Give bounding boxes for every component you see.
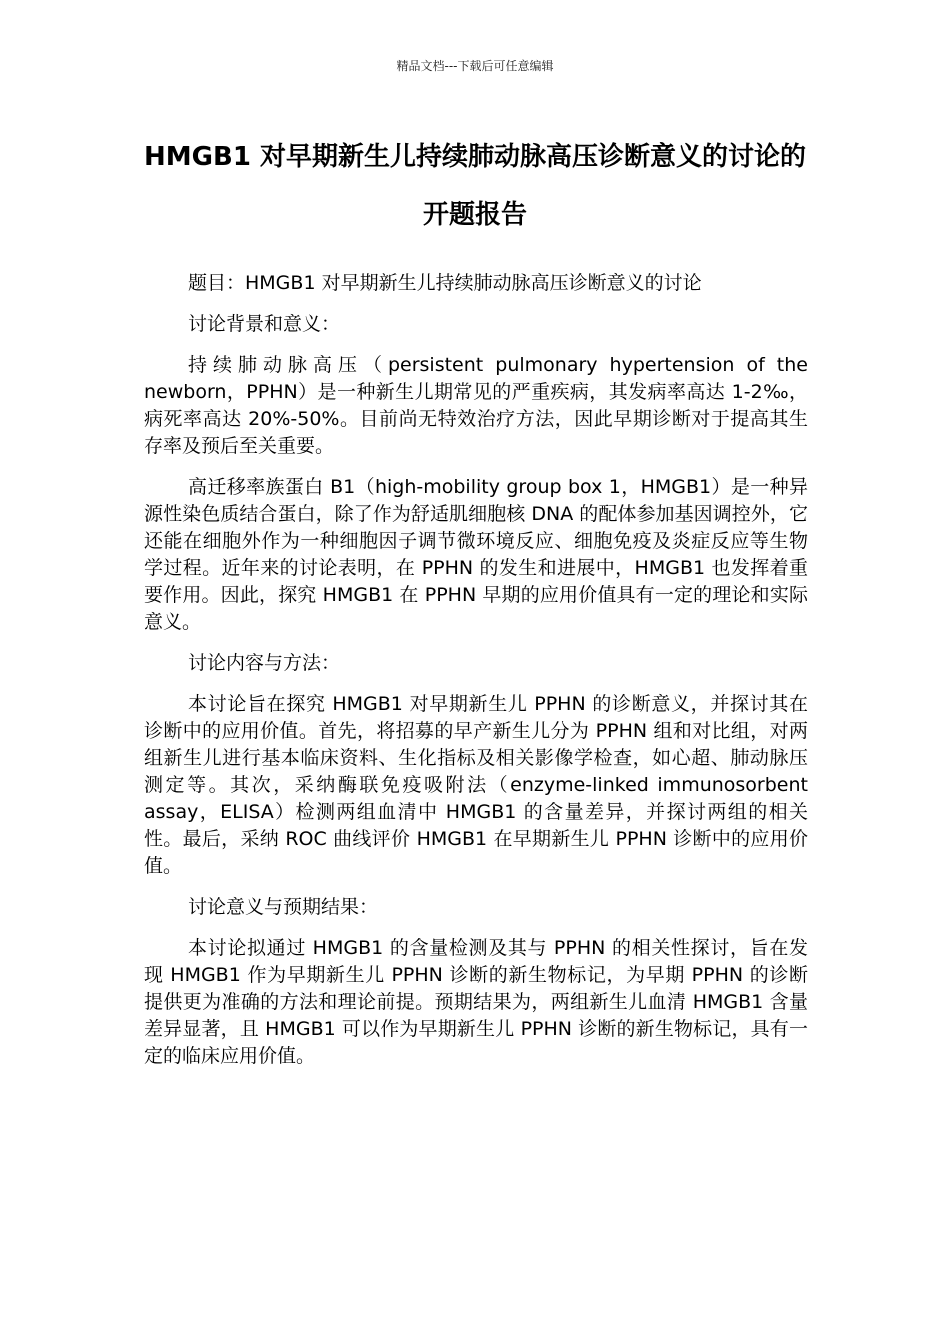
document-title: HMGB1 对早期新生儿持续肺动脉高压诊断意义的讨论的开题报告	[144, 142, 806, 230]
section-heading-significance: 讨论意义与预期结果：	[188, 896, 379, 918]
document-body	[144, 270, 808, 1084]
paragraph-background-2: 高迁移率族蛋白 B1（high-mobility group box 1，HMGB1）是一种异源性染色质结合蛋白，除了作为舒适肌细胞核 DNA 的配体参加基因调控外，它还能在细胞外作为一种细胞因子调节微环境反应、细胞免疫及炎症反应等生物学过程。近年来的讨论表明，在 PPHN 的发生和进展中，HMGB1 也发挥着重要作用。因此，探究 HMGB1 在 PPHN 早期的应用价值具有一定的理论和实际意义。	[144, 476, 808, 633]
paragraph-background-1: 持续肺动脉高压（persistent pulmonary hypertension of the newborn，PPHN）是一种新生儿期常见的严重疾病，其发病率高达 1-2‰，病死率高达 20%-50%。目前尚无特效治疗方法，因此早期诊断对于提高其生存率及预后至关重要。	[144, 354, 808, 457]
paragraph-methods: 本讨论旨在探究 HMGB1 对早期新生儿 PPHN 的诊断意义，并探讨其在诊断中的应用价值。首先，将招募的早产新生儿分为 PPHN 组和对比组，对两组新生儿进行基本临床资料、生化指标及相关影像学检查，如心超、肺动脉压测定等。其次，采纳酶联免疫吸附法（enzyme-linked immunosorbent assay，ELISA）检测两组血清中 HMGB1 的含量差异，并探讨两组的相关性。最后，采纳 ROC 曲线评价 HMGB1 在早期新生儿 PPHN 诊断中的应用价值。	[144, 693, 808, 877]
section-heading-background: 讨论背景和意义：	[188, 313, 341, 335]
page-header-note: 精品文档---下载后可任意编辑	[396, 59, 554, 73]
section-heading-methods: 讨论内容与方法：	[188, 652, 341, 674]
paragraph-topic: 题目：HMGB1 对早期新生儿持续肺动脉高压诊断意义的讨论	[188, 272, 702, 294]
paragraph-significance: 本讨论拟通过 HMGB1 的含量检测及其与 PPHN 的相关性探讨，旨在发现 HMGB1 作为早期新生儿 PPHN 诊断的新生物标记，为早期 PPHN 的诊断提供更为准确的方法和理论前提。预期结果为，两组新生儿血清 HMGB1 含量差异显著，且 HMGB1 可以作为早期新生儿 PPHN 诊断的新生物标记，具有一定的临床应用价值。	[144, 937, 808, 1067]
